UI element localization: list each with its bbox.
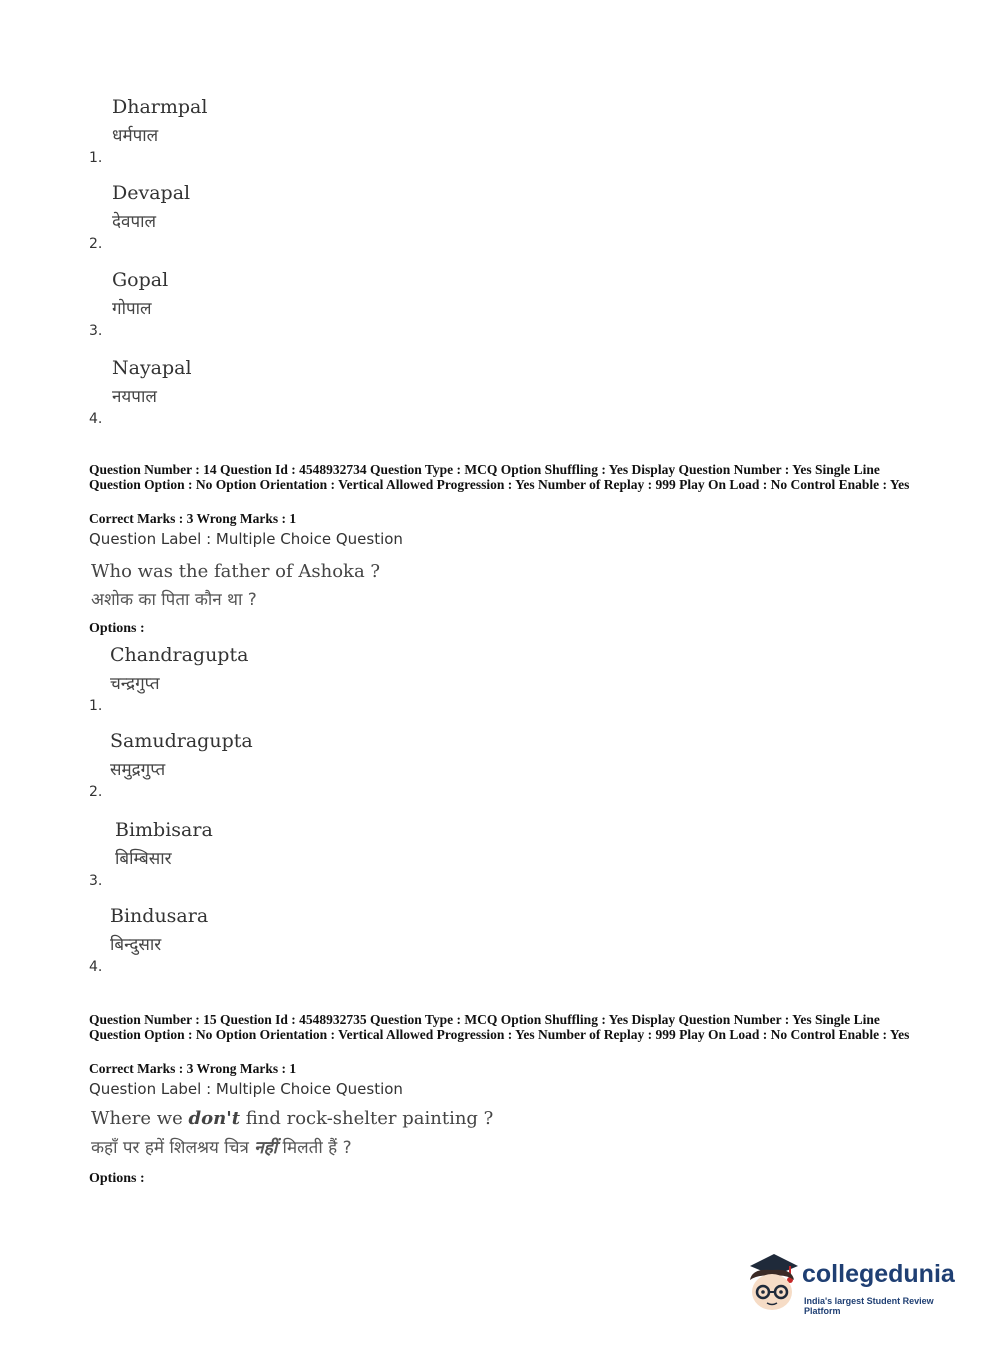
option-text-en: Bindusara [110, 905, 209, 927]
option-text-en: Devapal [112, 182, 191, 204]
option-text-hi: गोपाल [112, 299, 152, 319]
q14-question-label: Question Label : Multiple Choice Question [89, 530, 403, 548]
option-number: 1. [89, 698, 103, 714]
q14-meta: Question Number : 14 Question Id : 4548932734 Question Type : MCQ Option Shuffling : Yes Display Question Number : Yes Single Line Question Option : No Option Orientation : Vertical Allowed Progression : Yes Number of Replay : 999 Play On Load : No Control Enable : Yes [89, 462, 910, 492]
option-text-en: Samudragupta [110, 730, 253, 752]
option-text-hi: बिम्बिसार [115, 849, 172, 869]
q15-text-en-part: find rock-shelter painting ? [240, 1108, 494, 1129]
q14-question-text-en: Who was the father of Ashoka ? [91, 561, 381, 582]
q14-option-2 [0, 730, 400, 800]
q14-option-1 [0, 644, 400, 714]
option-number: 2. [89, 784, 103, 800]
q15-marks: Correct Marks : 3 Wrong Marks : 1 [89, 1061, 297, 1076]
q14-marks: Correct Marks : 3 Wrong Marks : 1 [89, 511, 297, 526]
option-text-hi: देवपाल [112, 212, 157, 232]
q15-question-text-hi [91, 1135, 352, 1158]
option-number: 3. [89, 323, 103, 339]
q15-text-en-emphasis: don't [188, 1108, 241, 1129]
q15-text-en-part: Where we [91, 1108, 189, 1129]
q14-question-text-hi: अशोक का पिता कौन था ? [91, 590, 257, 610]
option-text-en: Gopal [112, 269, 169, 291]
q13-option-3 [0, 269, 400, 339]
option-number: 3. [89, 873, 103, 889]
q15-question-text-en [91, 1108, 493, 1129]
option-text-hi: बिन्दुसार [110, 935, 162, 955]
option-text-en: Dharmpal [112, 96, 208, 118]
q15-meta: Question Number : 15 Question Id : 4548932735 Question Type : MCQ Option Shuffling : Yes Display Question Number : Yes Single Line Question Option : No Option Orientation : Vertical Allowed Progression : Yes Number of Replay : 999 Play On Load : No Control Enable : Yes [89, 1012, 910, 1042]
option-text-hi: नयपाल [112, 387, 157, 407]
brand-tagline: India's largest Student Review Platform [804, 1296, 934, 1316]
q13-option-4 [0, 357, 400, 427]
q15-options-label: Options : [89, 1171, 145, 1186]
option-number: 2. [89, 236, 103, 252]
q15-text-hi-part: कहाँ पर हमें शिलश्रय चित्र [91, 1138, 255, 1158]
option-number: 4. [89, 959, 103, 975]
brand-name: collegedunia [802, 1260, 955, 1288]
q15-question-label: Question Label : Multiple Choice Question [89, 1080, 403, 1098]
option-number: 1. [89, 150, 103, 166]
q13-option-1 [0, 96, 400, 166]
option-number: 4. [89, 411, 103, 427]
q14-option-3 [0, 819, 400, 889]
q14-option-4 [0, 905, 400, 975]
option-text-en: Nayapal [112, 357, 192, 379]
collegedunia-logo [742, 1250, 972, 1316]
q15-text-hi-part: मिलती हैं ? [277, 1138, 352, 1158]
option-text-hi: समुद्रगुप्त [110, 760, 166, 780]
mascot-icon [742, 1250, 802, 1316]
q13-option-2 [0, 182, 400, 252]
option-text-hi: धर्मपाल [112, 126, 159, 146]
option-text-en: Bimbisara [115, 819, 213, 841]
option-text-hi: चन्द्रगुप्त [110, 674, 160, 694]
q15-text-hi-emphasis: नहीं [254, 1138, 278, 1158]
q14-options-label: Options : [89, 621, 145, 636]
option-text-en: Chandragupta [110, 644, 249, 666]
